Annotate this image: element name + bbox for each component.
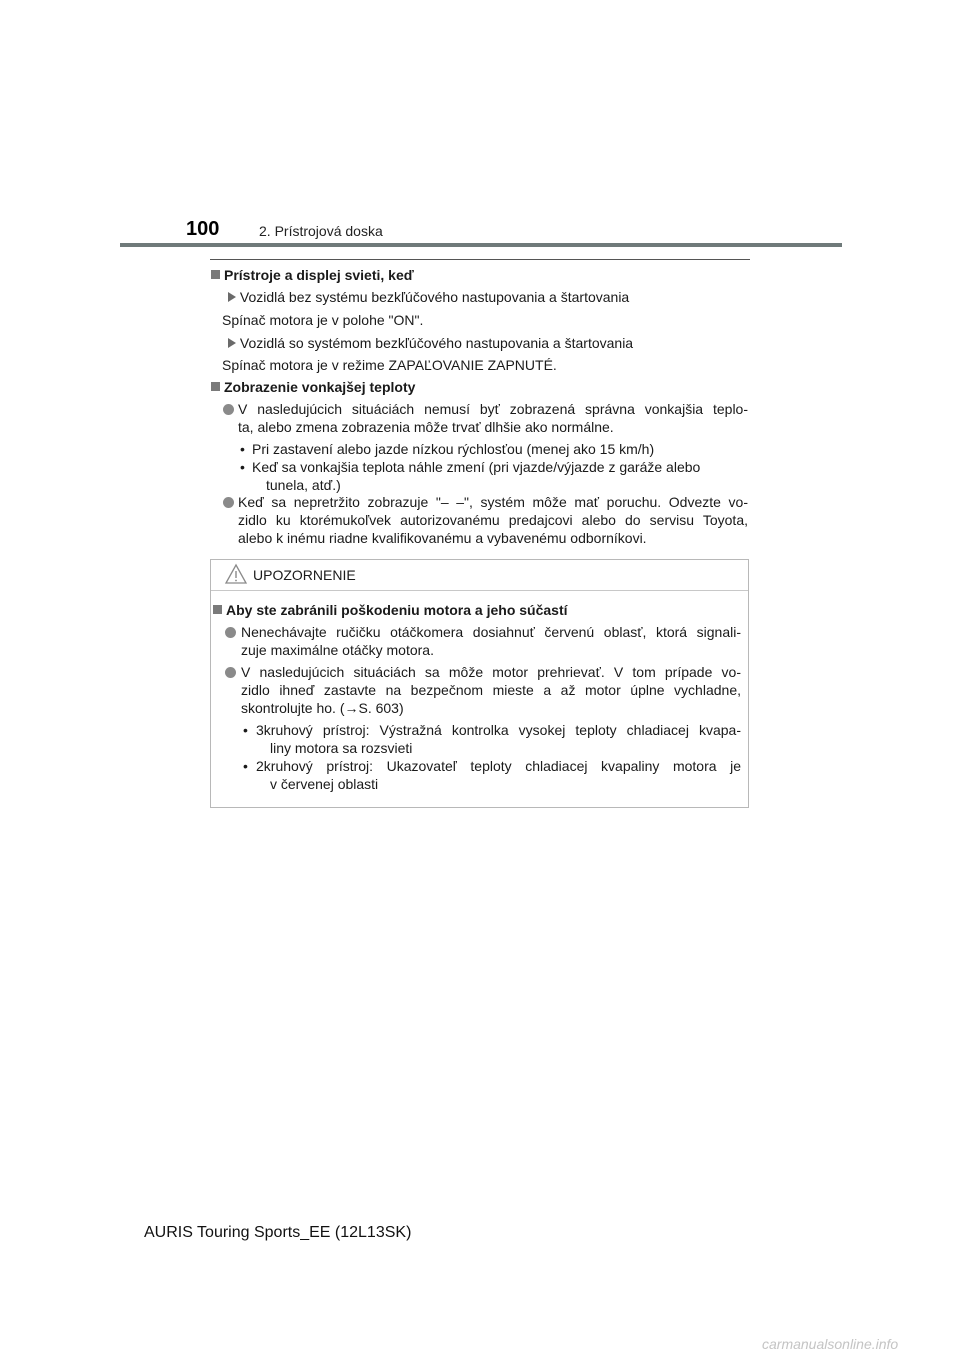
- list-item: Keď sa vonkajšia teplota náhle zmení (pri vjazde/výjazde z garáže alebo: [252, 459, 701, 475]
- warning-title-rule: [211, 590, 748, 591]
- triangle-arrow-icon: [228, 292, 236, 302]
- bullet-glyph: •: [240, 459, 245, 475]
- circle-bullet-icon: [225, 627, 236, 638]
- circle-bullet-icon: [223, 497, 234, 508]
- footer-text: AURIS Touring Sports_EE (12L13SK): [144, 1224, 412, 1241]
- bullet-glyph: •: [243, 722, 248, 738]
- paragraph: alebo k inému riadne kvalifikovanému a vybavenému odborníkovi.: [238, 530, 647, 546]
- paragraph: Spínač motora je v režime ZAPAĽOVANIE ZAPNUTÉ.: [222, 357, 557, 373]
- paragraph: V nasledujúcich situáciách nemusí byť zobrazená správna vonkajšia teplo-: [238, 401, 748, 417]
- list-item: liny motora sa rozsvieti: [270, 740, 413, 756]
- square-icon: [211, 382, 220, 391]
- paragraph: Keď sa nepretržito zobrazuje "– –", systém môže mať poruchu. Odvezte vo-: [238, 494, 748, 510]
- triangle-arrow-icon: [228, 338, 236, 348]
- page-number: 100: [186, 218, 220, 240]
- list-item: 2kruhový prístroj: Ukazovateľ teploty chladiacej kvapaliny motora je: [256, 758, 741, 774]
- paragraph: ta, alebo zmena zobrazenia môže trvať dlhšie ako normálne.: [238, 419, 614, 435]
- paragraph: V nasledujúcich situáciách sa môže motor prehrievať. V tom prípade vo-: [241, 664, 741, 680]
- header-rule: [120, 243, 842, 247]
- section-rule: [210, 259, 750, 260]
- circle-bullet-icon: [225, 667, 236, 678]
- paragraph: zidlo ku ktorémukoľvek autorizovanému predajcovi alebo do servisu Toyota,: [238, 512, 748, 528]
- paragraph: zidlo ihneď zastavte na bezpečnom mieste a až motor úplne vychladne,: [241, 682, 741, 698]
- bullet-glyph: •: [243, 758, 248, 774]
- warning-title: UPOZORNENIE: [253, 567, 356, 583]
- square-icon: [213, 605, 222, 614]
- watermark: carmanualsonline.info: [762, 1336, 899, 1352]
- warning-triangle-icon: [224, 563, 248, 585]
- list-item: Vozidlá so systémom bezkľúčového nastupovania a štartovania: [228, 334, 633, 352]
- list-item: Pri zastavení alebo jazde nízkou rýchlosťou (menej ako 15 km/h): [252, 441, 655, 457]
- list-item: tunela, atď.): [266, 477, 341, 493]
- list-item: Vozidlá bez systému bezkľúčového nastupovania a štartovania: [228, 288, 629, 306]
- square-icon: [211, 270, 220, 279]
- paragraph: Spínač motora je v polohe "ON".: [222, 312, 424, 328]
- paragraph: skontrolujte ho. (→S. 603): [241, 700, 404, 716]
- bullet-glyph: •: [240, 441, 245, 457]
- section-heading: Prístroje a displej svieti, keď: [211, 266, 414, 284]
- chapter-title: 2. Prístrojová doska: [259, 223, 383, 239]
- section-heading: Zobrazenie vonkajšej teploty: [211, 378, 415, 396]
- circle-bullet-icon: [223, 404, 234, 415]
- list-item: 3kruhový prístroj: Výstražná kontrolka vysokej teploty chladiacej kvapa-: [256, 722, 741, 738]
- paragraph: zuje maximálne otáčky motora.: [241, 642, 434, 658]
- paragraph: Nenechávajte ručičku otáčkomera dosiahnuť červenú oblasť, ktorá signali-: [241, 624, 741, 640]
- list-item: v červenej oblasti: [270, 776, 379, 792]
- warning-heading: Aby ste zabránili poškodeniu motora a jeho súčastí: [213, 601, 568, 619]
